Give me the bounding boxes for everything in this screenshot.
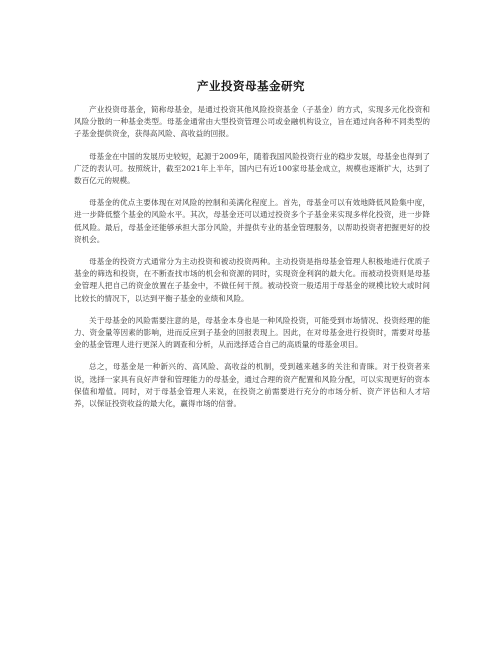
paragraph-2: 母基金在中国的发展历史较短，起源于2009年，随着我国风险投资行业的稳步发展，母基金也得到了广泛的表认可。按照统计，截至2021年上半年，国内已有近100家母基金成立，规模也逐渐扩大，达到了数百亿元的规模。 — [74, 151, 430, 186]
paragraph-4: 母基金的投资方式通常分为主动投资和被动投资两种。主动投资是指母基金管理人积极地进行优质子基金的筛选和投资，在不断查找市场的机会和资源的同时，实现资金利润的最大化。而被动投资则是母基金管理人把自己的资金放置在子基金中，不做任何干预。被动投资一般适用于母基金的规模比较大或时间比较长的情况下，以达到平衡子基金的业绩和风险。 — [74, 257, 430, 303]
document-body — [74, 104, 430, 420]
paragraph-3: 母基金的优点主要体现在对风险的控制和美满化程度上。首先，母基金可以有效地降低风险集中度，进一步降低整个基金的风险水平。其次，母基金还可以通过投资多个子基金来实现多样化投资，进一步降低风险。最后，母基金还能够承担大部分风险，并提供专业的基金管理服务，以帮助投资者把握更好的投资机会。 — [74, 198, 430, 244]
paragraph-1: 产业投资母基金，简称母基金，是通过投资其他风险投资基金（子基金）的方式，实现多元化投资和风险分散的一种基金类型。母基金通常由大型投资管理公司或金融机构设立，旨在通过向各种不同类型的子基金提供资金，获得高风险、高收益的回报。 — [74, 105, 430, 139]
document-title: 产业投资母基金研究 — [197, 79, 305, 93]
paragraph-5: 关于母基金的风险需要注意的是，母基金本身也是一种风险投资，可能受到市场情况、投资经理的能力、资金量等因素的影响，进而反应到子基金的回报表现上。因此，在对母基金进行投资时，需要对母基金的基金管理人进行更深入的调查和分析，从而选择适合自己的高质量的母基金项目。 — [74, 315, 430, 350]
paragraph-6: 总之，母基金是一种新兴的、高风险、高收益的机制，受到越来越多的关注和青睐。对于投资者来说，选择一家具有良好声誉和管理能力的母基金，通过合理的资产配置和风险分配，可以实现更好的资本保值和增值。同时，对于母基金管理人来说，在投资之前需要进行充分的市场分析、资产评估和人才培养，以保证投资收益的最大化，赢得市场的信誉。 — [74, 362, 430, 409]
